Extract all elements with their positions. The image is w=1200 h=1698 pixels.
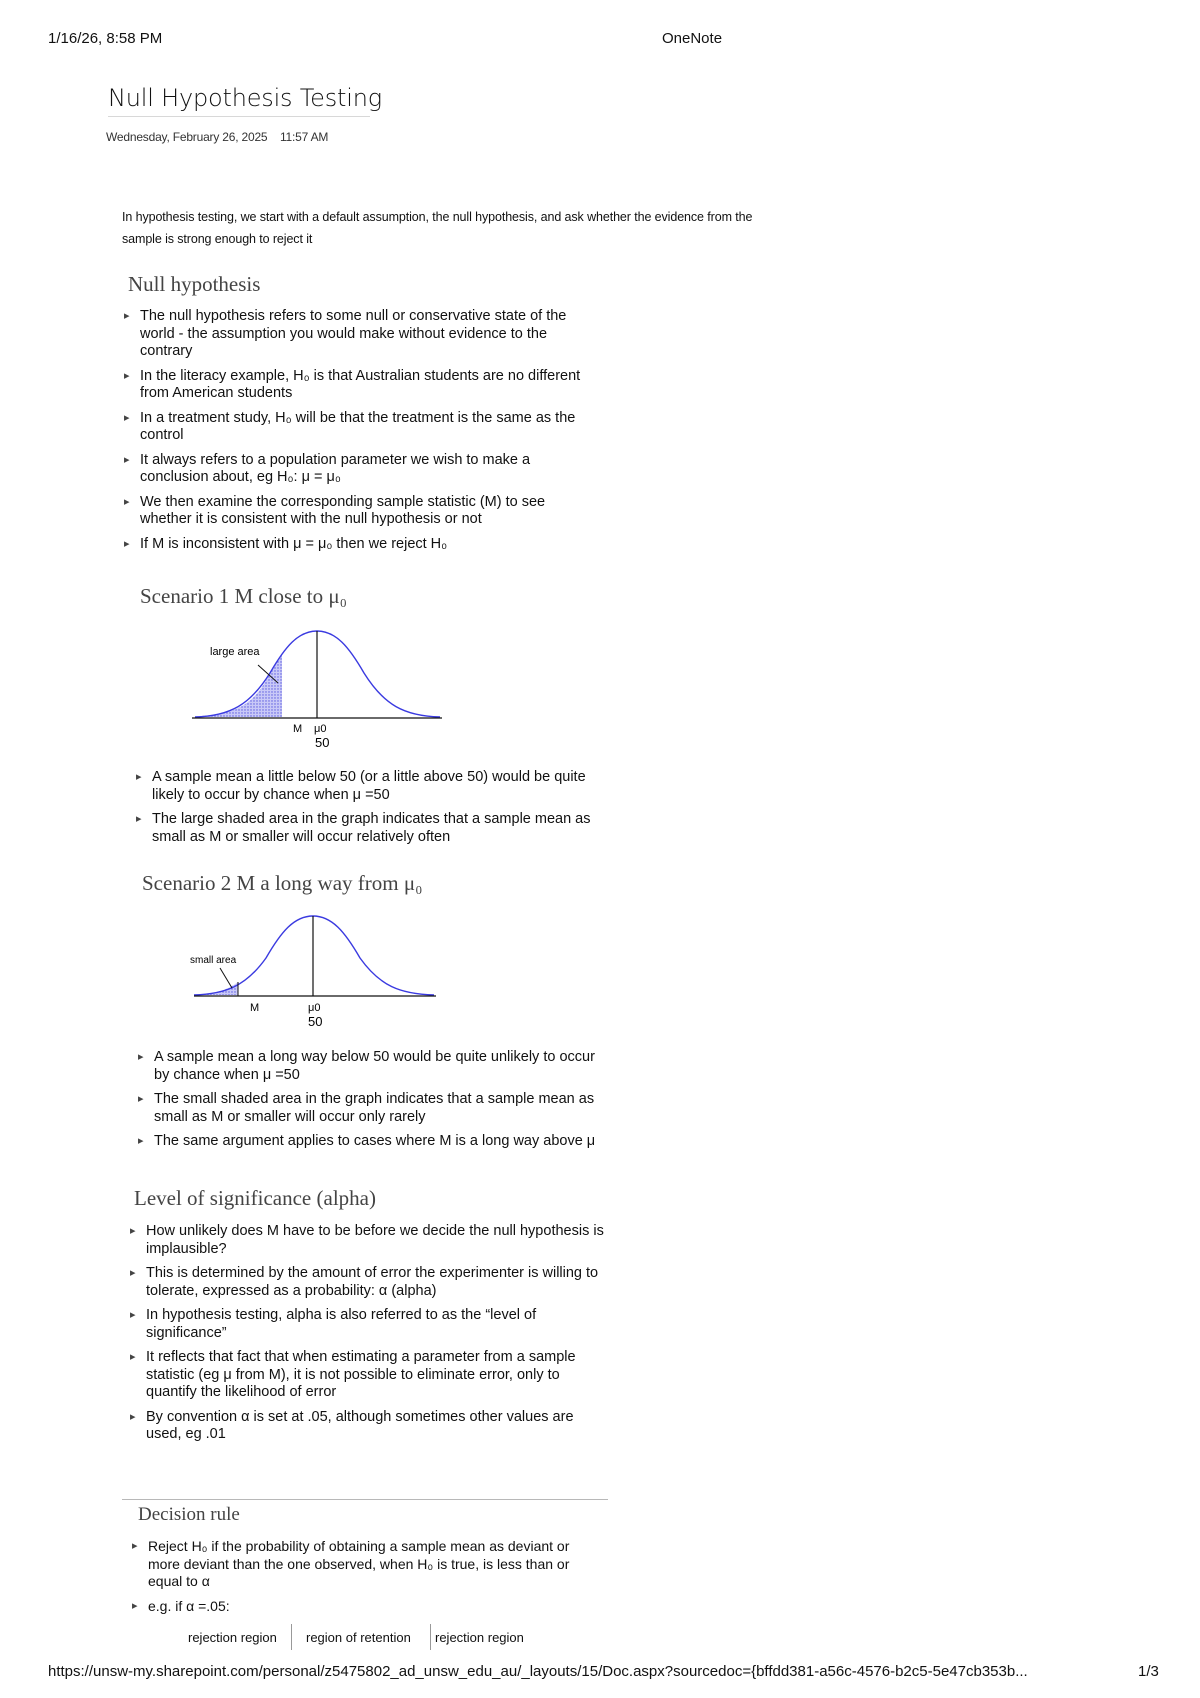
alpha-heading: Level of significance (alpha) xyxy=(134,1186,376,1210)
title-underline xyxy=(108,116,370,117)
null-hypothesis-heading: Null hypothesis xyxy=(128,272,261,296)
scenario1-normal-curve-figure xyxy=(190,625,450,755)
bullet-text: e.g. if α =.05: xyxy=(148,1597,230,1614)
print-datetime: 1/16/26, 8:58 PM xyxy=(48,30,163,47)
print-page-number: 1/3 xyxy=(1138,1663,1159,1680)
alpha-list xyxy=(130,1223,610,1451)
list-item xyxy=(130,1349,610,1402)
bullet-text: A sample mean a little below 50 (or a little above 50) would be quite likely to occur by chance when μ =50 xyxy=(152,769,586,803)
scenario1-mu-label: μ0 xyxy=(314,723,327,735)
region-divider-right xyxy=(430,1624,431,1650)
bullet-text: It always refers to a population parameter we wish to make a conclusion about, eg H₀: μ = μ₀ xyxy=(140,451,531,485)
scenario2-list xyxy=(138,1049,608,1158)
list-item xyxy=(138,1049,608,1084)
bullet-text: The same argument applies to cases where M is a long way above μ xyxy=(154,1133,596,1149)
list-item xyxy=(130,1409,610,1444)
bullet-text: The large shaded area in the graph indicates that a sample mean as small as M or smaller will occur relatively often xyxy=(152,811,591,845)
list-item xyxy=(132,1598,572,1616)
scenario2-mu-label: μ0 xyxy=(308,1002,321,1014)
list-item xyxy=(136,811,616,846)
bullet-text: It reflects that fact that when estimating a parameter from a sample statistic (eg μ from M), it is not possible to eliminate error, only to quantify the likelihood of error xyxy=(146,1349,576,1400)
intro-paragraph: In hypothesis testing, we start with a default assumption, the null hypothesis, and ask whether the evidence from the sample is strong enough to reject it xyxy=(122,210,753,246)
page-date-text: Wednesday, February 26, 2025 xyxy=(106,130,268,144)
page-title: Null Hypothesis Testing xyxy=(108,84,382,112)
list-item xyxy=(124,494,594,529)
bullet-text: The small shaded area in the graph indicates that a sample mean as small as M or smaller will occur only rarely xyxy=(154,1091,595,1125)
scenario1-heading: Scenario 1 M close to μ₀ xyxy=(140,584,347,608)
bullet-text: If M is inconsistent with μ = μ₀ then we reject H₀ xyxy=(140,535,448,552)
bullet-text: A sample mean a long way below 50 would be quite unlikely to occur by chance when μ =50 xyxy=(154,1049,595,1083)
decision-list xyxy=(132,1538,572,1622)
list-item xyxy=(136,769,616,804)
rejection-region-right-label: rejection region xyxy=(435,1630,524,1645)
scenario2-pointer-line xyxy=(220,968,232,988)
list-item xyxy=(124,308,594,361)
bullet-text: In a treatment study, H₀ will be that the treatment is the same as the control xyxy=(140,409,576,443)
list-item xyxy=(132,1538,572,1591)
page-time-text: 11:57 AM xyxy=(279,130,329,144)
region-divider-left xyxy=(291,1624,292,1650)
null-hypothesis-list xyxy=(124,308,594,560)
list-item xyxy=(130,1223,610,1258)
bullet-text: How unlikely does M have to be before we decide the null hypothesis is implausible? xyxy=(146,1223,604,1257)
scenario2-shaded-area xyxy=(204,982,238,995)
bullet-text: Reject H₀ if the probability of obtaining a sample mean as deviant or more deviant than the one observed, when H₀ is true, is less than or equal to α xyxy=(148,1538,570,1589)
rejection-region-left-label: rejection region xyxy=(188,1630,277,1645)
page-date xyxy=(106,130,328,144)
scenario1-m-label: M xyxy=(293,723,303,735)
list-item xyxy=(124,452,594,487)
decision-heading: Decision rule xyxy=(138,1504,240,1525)
bullet-text: In hypothesis testing, alpha is also referred to as the “level of significance” xyxy=(146,1307,537,1341)
scenario2-normal-curve-figure xyxy=(186,910,446,1040)
list-item xyxy=(138,1133,608,1151)
print-app-name: OneNote xyxy=(662,30,723,47)
scenario2-area-label: small area xyxy=(190,955,237,966)
list-item xyxy=(130,1307,610,1342)
bullet-text: In the literacy example, H₀ is that Australian students are no different from American students xyxy=(140,367,581,401)
print-url: https://unsw-my.sharepoint.com/personal/z5475802_ad_unsw_edu_au/_layouts/15/Doc.aspx?sourcedoc={bffdd381-a56c-4576-b2c5-5e47cb353b... xyxy=(48,1663,1028,1680)
scenario2-m-label: M xyxy=(250,1002,260,1014)
list-item xyxy=(124,410,594,445)
list-item xyxy=(130,1265,610,1300)
scenario2-value-label: 50 xyxy=(308,1014,323,1029)
decision-separator xyxy=(122,1499,608,1500)
scenario1-list xyxy=(136,769,616,853)
list-item xyxy=(124,368,594,403)
bullet-text: The null hypothesis refers to some null or conservative state of the world - the assumption you would make without evidence to the contrary xyxy=(140,308,567,359)
list-item xyxy=(124,536,594,554)
scenario1-area-label: large area xyxy=(210,646,260,658)
list-item xyxy=(138,1091,608,1126)
scenario1-shaded-area xyxy=(200,655,282,717)
bullet-text: This is determined by the amount of error the experimenter is willing to tolerate, expressed as a probability: α (alpha) xyxy=(146,1265,599,1299)
scenario2-heading: Scenario 2 M a long way from μ₀ xyxy=(142,871,423,895)
bullet-text: By convention α is set at .05, although sometimes other values are used, eg .01 xyxy=(146,1408,574,1442)
scenario1-value-label: 50 xyxy=(315,735,330,750)
bullet-text: We then examine the corresponding sample statistic (M) to see whether it is consistent with the null hypothesis or not xyxy=(140,493,546,527)
retention-region-label: region of retention xyxy=(306,1630,411,1645)
